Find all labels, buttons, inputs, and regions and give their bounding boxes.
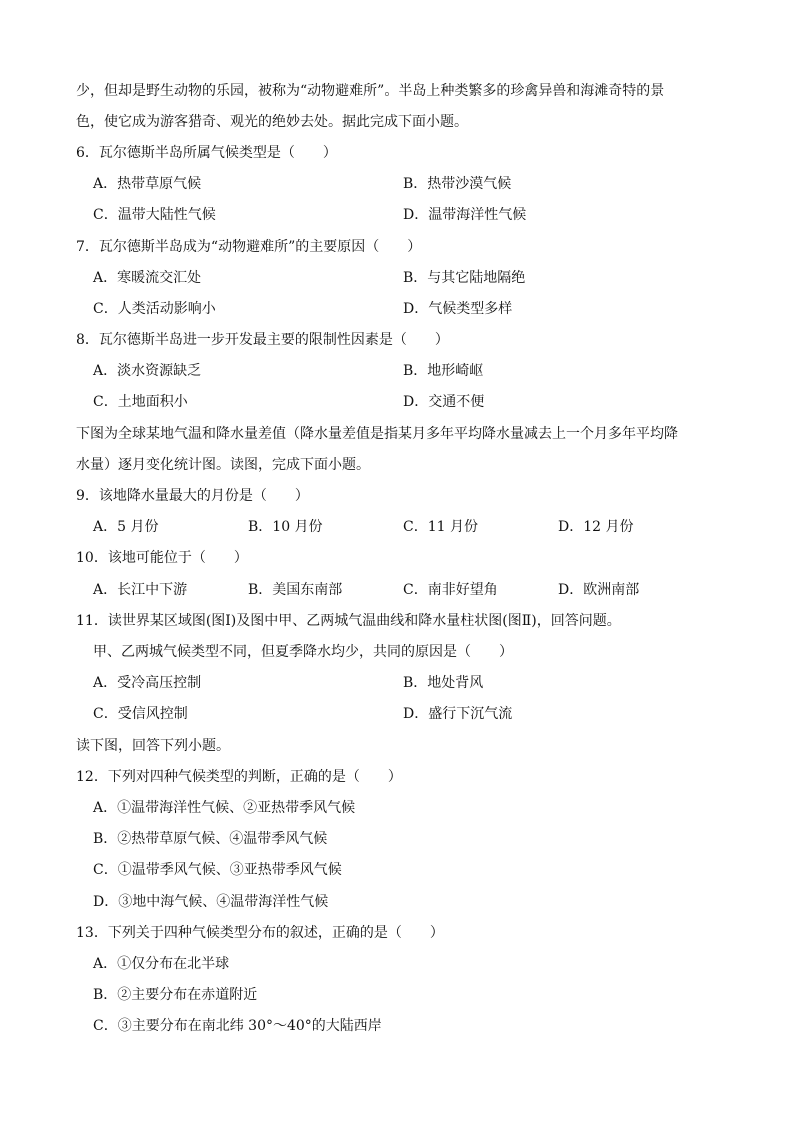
question-10-option-c: C．南非好望角: [403, 582, 498, 598]
question-9-option-b: B．10 月份: [248, 519, 323, 535]
question-11-option-d: D．盛行下沉气流: [403, 706, 513, 722]
question-12-stem: 12．下列对四种气候类型的判断，正确的是（ ）: [76, 769, 402, 785]
passage-2-line-1: 下图为全球某地气温和降水量差值（降水量差值是指某月多年平均降水量减去上一个月多年平均降: [76, 426, 678, 442]
question-10-option-d: D．欧洲南部: [558, 582, 640, 598]
question-7-option-b: B．与其它陆地隔绝: [403, 270, 526, 286]
question-7-stem: 7．瓦尔德斯半岛成为“动物避难所”的主要原因（ ）: [76, 239, 422, 255]
passage-3: 读下图，回答下列小题。: [76, 738, 230, 754]
question-12-option-a: A．①温带海洋性气候、②亚热带季风气候: [93, 800, 356, 816]
question-8-option-c: C．土地面积小: [93, 394, 188, 410]
question-13-option-b: B．②主要分布在赤道附近: [93, 987, 258, 1003]
question-11-option-c: C．受信风控制: [93, 706, 188, 722]
question-8-option-b: B．地形崎岖: [403, 363, 484, 379]
question-13-stem: 13．下列关于四种气候类型分布的叙述，正确的是（ ）: [76, 925, 444, 941]
question-7-option-c: C．人类活动影响小: [93, 301, 216, 317]
question-10-option-a: A．长江中下游: [93, 582, 188, 598]
question-6-option-b: B．热带沙漠气候: [403, 176, 512, 192]
question-11-option-a: A．受冷高压控制: [93, 675, 202, 691]
question-9-option-a: A．5 月份: [93, 519, 159, 535]
question-10-option-b: B．美国东南部: [248, 582, 343, 598]
question-9-stem: 9．该地降水量最大的月份是（ ）: [76, 488, 309, 504]
question-6-option-c: C．温带大陆性气候: [93, 207, 216, 223]
question-9-option-c: C．11 月份: [403, 519, 478, 535]
question-13-option-c: C．③主要分布在南北纬 30°～40°的大陆西岸: [93, 1018, 382, 1034]
question-9-option-d: D．12 月份: [558, 519, 634, 535]
passage-2-line-2: 水量）逐月变化统计图。读图，完成下面小题。: [76, 457, 370, 473]
question-11-option-b: B．地处背风: [403, 675, 484, 691]
question-6-stem: 6．瓦尔德斯半岛所属气候类型是（ ）: [76, 145, 337, 161]
passage-intro-line-1: 少，但却是野生动物的乐园，被称为“动物避难所”。半岛上种类繁多的珍禽异兽和海滩奇特的景: [76, 83, 665, 99]
question-8-option-a: A．淡水资源缺乏: [93, 363, 202, 379]
question-6-option-a: A．热带草原气候: [93, 176, 202, 192]
question-13-option-a: A．①仅分布在北半球: [93, 956, 230, 972]
passage-intro-line-2: 色，使它成为游客猎奇、观光的绝妙去处。据此完成下面小题。: [76, 114, 468, 130]
question-12-option-b: B．②热带草原气候、④温带季风气候: [93, 831, 328, 847]
question-12-option-c: C．①温带季风气候、③亚热带季风气候: [93, 862, 342, 878]
question-7-option-a: A．寒暖流交汇处: [93, 270, 202, 286]
question-7-option-d: D．气候类型多样: [403, 301, 513, 317]
question-8-option-d: D．交通不便: [403, 394, 485, 410]
question-12-option-d: D．③地中海气候、④温带海洋性气候: [93, 894, 329, 910]
question-8-stem: 8．瓦尔德斯半岛进一步开发最主要的限制性因素是（ ）: [76, 332, 449, 348]
question-11-stem-2: 甲、乙两城气候类型不同，但夏季降水均少，共同的原因是（ ）: [93, 644, 513, 660]
question-11-stem: 11．读世界某区域图(图Ⅰ)及图中甲、乙两城气温曲线和降水量柱状图(图Ⅱ)，回答问题。: [76, 613, 621, 629]
question-6-option-d: D．温带海洋性气候: [403, 207, 527, 223]
question-10-stem: 10．该地可能位于（ ）: [76, 550, 248, 566]
